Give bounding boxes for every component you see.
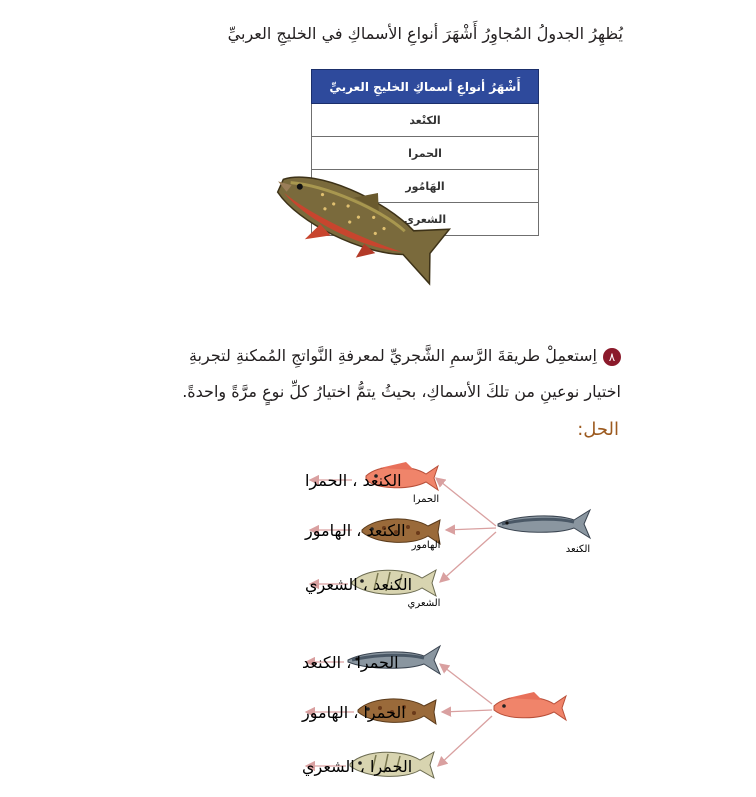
tree2-result: الحمرا ، الهامور: [302, 703, 406, 722]
trout-illustration: [255, 150, 455, 295]
tree1-root-caption: الكنعد: [565, 544, 591, 555]
solution-label: الحل:: [577, 419, 619, 440]
tree2-branch-arrow: [442, 710, 492, 712]
tree2-branch-arrow: [440, 664, 492, 704]
tree-diagram: [0, 440, 756, 797]
tree1-root-fish: [498, 510, 590, 538]
question-number-badge: ٨: [603, 348, 621, 366]
tree1-result: الكنعد ، الهامور: [305, 521, 406, 540]
intro-text: يُظهِرُ الجدولُ المُجاوِرُ أَشْهَرَ أنواعِ الأسماكِ في الخليجِ العربيِّ: [227, 24, 623, 43]
question-line-1-text: اِستعمِلْ طريقةَ الرَّسمِ الشَّجريِّ لمعرفةِ النَّواتجِ المُمكنةِ لتجربةِ: [188, 346, 597, 365]
fish-table-row: الشعري: [312, 203, 539, 236]
tree2-branch-arrow: [438, 716, 492, 766]
tree1-result: الكنعد ، الحمرا: [305, 471, 402, 490]
tree1-fish-caption: الشعري: [407, 598, 441, 609]
question-line-2: اختيار نوعينِ من تلكَ الأسماكِ، بحيثُ يتمُّ اختيارُ كلِّ نوعٍ مرَّةً واحدةً.: [182, 382, 621, 401]
tree2-result: الحمرا ، الكنعد: [302, 653, 399, 672]
fish-table-header: أَشْهَرُ أنواعِ أسماكِ الخليجِ العربيِّ: [312, 70, 539, 104]
tree1-branch-arrow: [446, 528, 496, 530]
tree1-branch-arrow: [440, 532, 496, 582]
tree2-result: الحمرا ، الشعري: [302, 757, 413, 776]
fish-table-row: الكنْعد: [312, 104, 539, 137]
tree1-fish-caption: الحمرا: [412, 494, 440, 505]
question-line-1: [189, 346, 621, 366]
fish-table-row: الحمرا: [312, 137, 539, 170]
tree2-root-fish: [494, 692, 566, 720]
fish-table-row: الهَامُور: [312, 170, 539, 203]
tree1-fish-caption: الهامور: [411, 540, 441, 551]
tree1-result: الكنعد ، الشعري: [305, 575, 413, 594]
tree1-branch-arrow: [436, 478, 496, 526]
